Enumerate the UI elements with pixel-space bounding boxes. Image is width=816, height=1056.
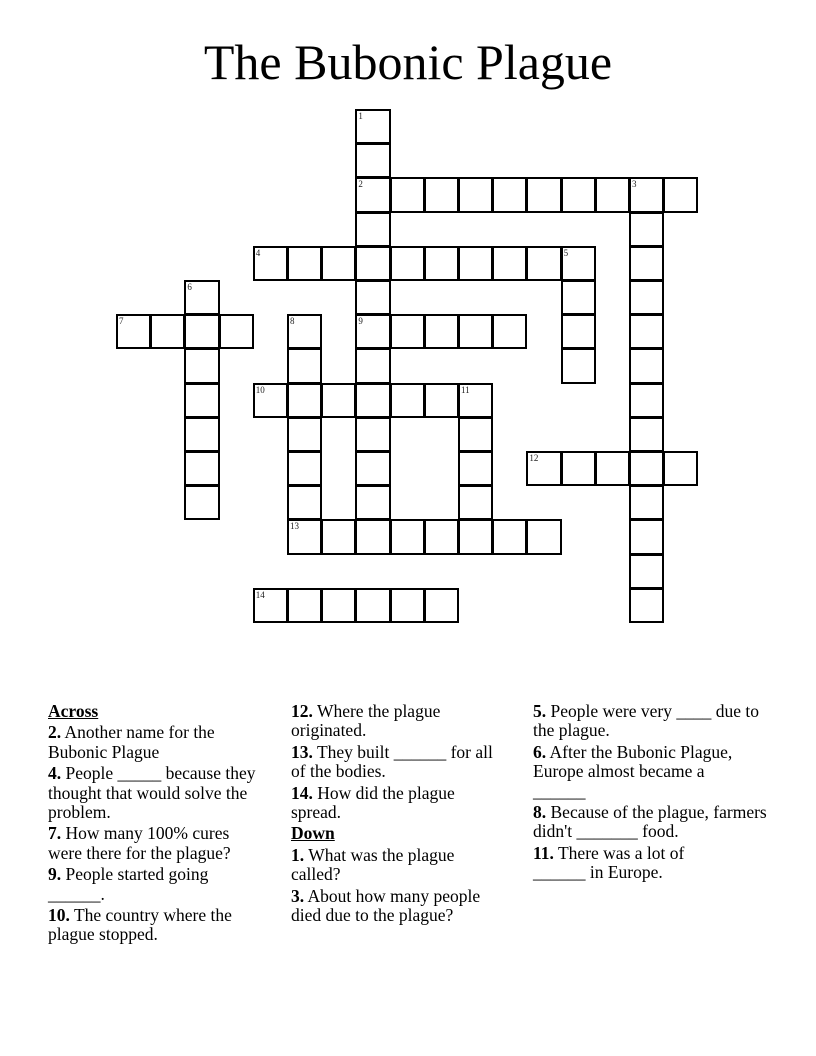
grid-cell[interactable] xyxy=(492,314,527,349)
grid-cell[interactable] xyxy=(355,451,390,486)
grid-cell[interactable] xyxy=(287,417,322,452)
grid-cell[interactable] xyxy=(355,212,390,247)
grid-cell[interactable] xyxy=(629,383,664,418)
grid-cell[interactable] xyxy=(424,246,459,281)
clue-across-10: 10. The country where the plague stopped. xyxy=(48,905,232,945)
clue-down-3: 3. About how many people died due to the plague? xyxy=(291,885,481,926)
cell-number: 5 xyxy=(563,247,569,258)
grid-cell[interactable] xyxy=(355,314,390,349)
grid-cell[interactable] xyxy=(629,246,664,281)
grid-cell[interactable] xyxy=(287,485,322,520)
grid-cell[interactable] xyxy=(458,451,493,486)
grid-cell[interactable] xyxy=(561,246,596,281)
cell-number: 9 xyxy=(358,316,363,327)
cell-number: 4 xyxy=(255,247,261,258)
grid-cell[interactable] xyxy=(561,451,596,486)
grid-cell[interactable] xyxy=(663,451,698,486)
grid-cell[interactable] xyxy=(390,383,425,418)
cell-number: 14 xyxy=(255,589,265,600)
grid-cell[interactable] xyxy=(424,588,459,623)
grid-cell[interactable] xyxy=(629,451,664,486)
grid-cell[interactable] xyxy=(595,177,630,212)
grid-cell[interactable] xyxy=(629,212,664,247)
grid-cell[interactable] xyxy=(629,348,664,383)
clue-across-9: 9. People started going ______. xyxy=(48,864,209,904)
grid-cell[interactable] xyxy=(424,177,459,212)
grid-cell[interactable] xyxy=(492,519,527,554)
grid-cell[interactable] xyxy=(355,348,390,383)
cell-number: 7 xyxy=(119,316,124,327)
down-heading: Down xyxy=(291,823,335,844)
grid-cell[interactable] xyxy=(390,177,425,212)
grid-cell[interactable] xyxy=(287,519,322,554)
clue-down-1: 1. What was the plague called? xyxy=(291,844,455,885)
grid-cell[interactable] xyxy=(321,246,356,281)
clue-down-11: 11. There was a lot of ______ in Europe. xyxy=(533,842,685,883)
grid-cell[interactable] xyxy=(355,383,390,418)
grid-cell[interactable] xyxy=(629,417,664,452)
grid-cell[interactable] xyxy=(458,177,493,212)
grid-cell[interactable] xyxy=(458,485,493,520)
clue-down-5: 5. People were very ____ due to the plague. xyxy=(533,701,759,741)
grid-cell[interactable] xyxy=(253,383,288,418)
grid-cell[interactable] xyxy=(424,314,459,349)
across-heading: Across xyxy=(48,701,99,721)
cell-number: 2 xyxy=(358,179,363,190)
grid-cell[interactable] xyxy=(184,280,219,315)
grid-cell[interactable] xyxy=(390,519,425,554)
clue-down-6: 6. After the Bubonic Plague, Europe almost became a ______ xyxy=(533,741,733,801)
grid-cell[interactable] xyxy=(492,246,527,281)
grid-cell[interactable] xyxy=(287,588,322,623)
grid-cell[interactable] xyxy=(287,451,322,486)
clue-across-14: 14. How did the plague spread. xyxy=(291,782,455,823)
grid-cell[interactable] xyxy=(150,314,185,349)
cell-number: 11 xyxy=(461,384,470,395)
grid-cell[interactable] xyxy=(458,383,493,418)
grid-cell[interactable] xyxy=(355,519,390,554)
grid-cell[interactable] xyxy=(629,519,664,554)
grid-cell[interactable] xyxy=(424,519,459,554)
grid-cell[interactable] xyxy=(321,588,356,623)
grid-cell[interactable] xyxy=(287,314,322,349)
grid-cell[interactable] xyxy=(663,177,698,212)
grid-cell[interactable] xyxy=(321,383,356,418)
cell-number: 8 xyxy=(290,316,295,327)
grid-cell[interactable] xyxy=(458,246,493,281)
grid-cell[interactable] xyxy=(116,314,151,349)
grid-cell[interactable] xyxy=(184,348,219,383)
clues-column-1 xyxy=(48,702,266,947)
clues-column-2 xyxy=(291,702,503,927)
grid-cell[interactable] xyxy=(355,177,390,212)
grid-cell[interactable] xyxy=(355,588,390,623)
grid-cell[interactable] xyxy=(526,177,561,212)
grid-cell[interactable] xyxy=(390,246,425,281)
cell-number: 12 xyxy=(529,453,539,463)
grid-cell[interactable] xyxy=(424,383,459,418)
grid-cell[interactable] xyxy=(561,348,596,383)
grid-cell[interactable] xyxy=(287,246,322,281)
cell-number: 1 xyxy=(358,111,363,121)
grid-cell[interactable] xyxy=(629,314,664,349)
grid-cell[interactable] xyxy=(526,451,561,486)
clue-across-12: 12. Where the plague originated. xyxy=(291,701,441,741)
clues-column-3 xyxy=(533,702,769,885)
grid-cell[interactable] xyxy=(629,177,664,212)
clue-down-8: 8. Because of the plague, farmers didn't _______ food. xyxy=(533,802,767,842)
clue-across-7: 7. How many 100% cures were there for the plague? xyxy=(48,823,231,863)
grid-cell[interactable] xyxy=(184,383,219,418)
page-title: The Bubonic Plague xyxy=(203,34,613,90)
grid-cell[interactable] xyxy=(355,143,390,178)
grid-cell[interactable] xyxy=(595,451,630,486)
grid-cell[interactable] xyxy=(253,588,288,623)
clue-across-13: 13. They built ______ for all of the bodies. xyxy=(291,741,493,782)
grid-cell[interactable] xyxy=(526,519,561,554)
grid-cell[interactable] xyxy=(458,417,493,452)
grid-cell[interactable] xyxy=(355,109,390,144)
grid-cell[interactable] xyxy=(355,417,390,452)
grid-cell[interactable] xyxy=(629,588,664,623)
clue-across-2: 2. Another name for the Bubonic Plague xyxy=(48,722,215,762)
grid-cell[interactable] xyxy=(253,246,288,281)
grid-cell[interactable] xyxy=(492,177,527,212)
grid-cell[interactable] xyxy=(629,485,664,520)
grid-cell[interactable] xyxy=(184,451,219,486)
grid-cell[interactable] xyxy=(561,280,596,315)
grid-cell[interactable] xyxy=(526,246,561,281)
grid-cell[interactable] xyxy=(458,314,493,349)
grid-cell[interactable] xyxy=(629,280,664,315)
cell-number: 13 xyxy=(290,521,299,532)
cell-number: 6 xyxy=(187,282,192,292)
grid-cell[interactable] xyxy=(390,588,425,623)
grid-cell[interactable] xyxy=(355,246,390,281)
grid-cell[interactable] xyxy=(390,314,425,349)
grid-cell[interactable] xyxy=(355,485,390,520)
grid-cell[interactable] xyxy=(287,348,322,383)
grid-cell[interactable] xyxy=(355,280,390,315)
cell-number: 10 xyxy=(255,384,265,395)
clue-across-4: 4. People _____ because they thought that would solve the problem. xyxy=(48,763,256,823)
grid-cell[interactable] xyxy=(561,177,596,212)
grid-cell[interactable] xyxy=(219,314,254,349)
grid-cell[interactable] xyxy=(629,554,664,589)
grid-cell[interactable] xyxy=(184,485,219,520)
grid-cell[interactable] xyxy=(321,519,356,554)
cell-number: 3 xyxy=(632,179,637,190)
grid-cell[interactable] xyxy=(184,314,219,349)
grid-cell[interactable] xyxy=(458,519,493,554)
grid-cell[interactable] xyxy=(561,314,596,349)
grid-cell[interactable] xyxy=(184,417,219,452)
grid-cell[interactable] xyxy=(287,383,322,418)
